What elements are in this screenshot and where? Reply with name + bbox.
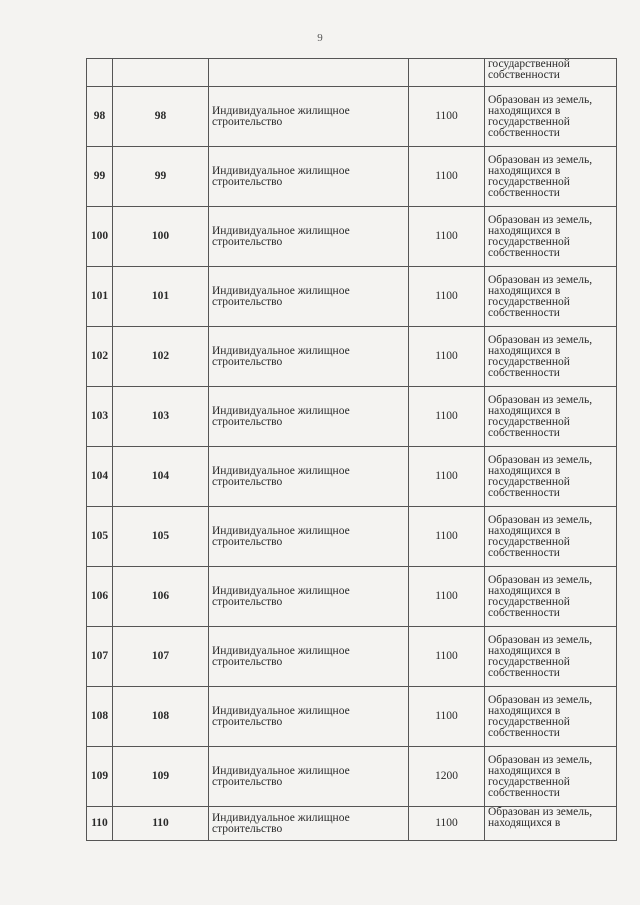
cell-num: 108 xyxy=(87,687,113,747)
cell-area: 1100 xyxy=(409,447,485,507)
cell-area: 1100 xyxy=(409,267,485,327)
cell-num: 101 xyxy=(87,267,113,327)
cell-num: 103 xyxy=(87,387,113,447)
cell-area: 1100 xyxy=(409,627,485,687)
cell-note: Образован из земель, находящихся в xyxy=(485,807,617,841)
cell-num xyxy=(87,59,113,87)
land-plots-table xyxy=(86,58,617,841)
cell-area: 1100 xyxy=(409,87,485,147)
table-row xyxy=(87,507,617,567)
table-row xyxy=(87,747,617,807)
cell-num: 104 xyxy=(87,447,113,507)
cell-area: 1100 xyxy=(409,567,485,627)
cell-note: Образован из земель, находящихся в государственной собственности xyxy=(485,627,617,687)
cell-note: Образован из земель, находящихся в государственной собственности xyxy=(485,687,617,747)
table-row xyxy=(87,87,617,147)
cell-num: 109 xyxy=(87,747,113,807)
cell-cad: 101 xyxy=(113,267,209,327)
cell-area: 1200 xyxy=(409,747,485,807)
cell-use: Индивидуальное жилищное строительство xyxy=(209,447,409,507)
table-row-continuation xyxy=(87,59,617,87)
cell-cad: 103 xyxy=(113,387,209,447)
cell-use: Индивидуальное жилищное строительство xyxy=(209,687,409,747)
cell-use: Индивидуальное жилищное строительство xyxy=(209,267,409,327)
cell-num: 102 xyxy=(87,327,113,387)
table-row xyxy=(87,207,617,267)
cell-use: Индивидуальное жилищное строительство xyxy=(209,627,409,687)
cell-num: 98 xyxy=(87,87,113,147)
cell-note: Образован из земель, находящихся в государственной собственности xyxy=(485,87,617,147)
cell-note: Образован из земель, находящихся в государственной собственности xyxy=(485,327,617,387)
cell-area: 1100 xyxy=(409,327,485,387)
cell-cad: 107 xyxy=(113,627,209,687)
cell-note: государственной собственности xyxy=(485,59,617,87)
cell-area: 1100 xyxy=(409,387,485,447)
table-row xyxy=(87,447,617,507)
cell-use: Индивидуальное жилищное строительство xyxy=(209,807,409,841)
cell-note: Образован из земель, находящихся в государственной собственности xyxy=(485,447,617,507)
cell-note: Образован из земель, находящихся в государственной собственности xyxy=(485,747,617,807)
cell-area: 1100 xyxy=(409,147,485,207)
table-row xyxy=(87,567,617,627)
cell-cad: 105 xyxy=(113,507,209,567)
cell-num: 106 xyxy=(87,567,113,627)
cell-use: Индивидуальное жилищное строительство xyxy=(209,87,409,147)
cell-use: Индивидуальное жилищное строительство xyxy=(209,327,409,387)
cell-use xyxy=(209,59,409,87)
table-row xyxy=(87,687,617,747)
cell-use: Индивидуальное жилищное строительство xyxy=(209,747,409,807)
cell-area xyxy=(409,59,485,87)
cell-cad: 106 xyxy=(113,567,209,627)
cell-cad: 102 xyxy=(113,327,209,387)
table-row xyxy=(87,267,617,327)
cell-cad: 100 xyxy=(113,207,209,267)
cell-num: 105 xyxy=(87,507,113,567)
cell-num: 107 xyxy=(87,627,113,687)
cell-use: Индивидуальное жилищное строительство xyxy=(209,147,409,207)
cell-use: Индивидуальное жилищное строительство xyxy=(209,507,409,567)
cell-num: 99 xyxy=(87,147,113,207)
page-number: 9 xyxy=(317,32,323,44)
cell-note: Образован из земель, находящихся в государственной собственности xyxy=(485,207,617,267)
cell-area: 1100 xyxy=(409,687,485,747)
table-row xyxy=(87,807,617,841)
cell-note: Образован из земель, находящихся в государственной собственности xyxy=(485,507,617,567)
cell-area: 1100 xyxy=(409,507,485,567)
cell-use: Индивидуальное жилищное строительство xyxy=(209,207,409,267)
cell-num: 100 xyxy=(87,207,113,267)
cell-cad: 98 xyxy=(113,87,209,147)
cell-note: Образован из земель, находящихся в государственной собственности xyxy=(485,567,617,627)
cell-note: Образован из земель, находящихся в государственной собственности xyxy=(485,267,617,327)
cell-num: 110 xyxy=(87,807,113,841)
cell-cad: 110 xyxy=(113,807,209,841)
cell-area: 1100 xyxy=(409,807,485,841)
cell-area: 1100 xyxy=(409,207,485,267)
cell-use: Индивидуальное жилищное строительство xyxy=(209,567,409,627)
cell-cad: 109 xyxy=(113,747,209,807)
table-row xyxy=(87,387,617,447)
cell-cad: 104 xyxy=(113,447,209,507)
cell-cad xyxy=(113,59,209,87)
cell-use: Индивидуальное жилищное строительство xyxy=(209,387,409,447)
table-row xyxy=(87,327,617,387)
cell-note: Образован из земель, находящихся в государственной собственности xyxy=(485,387,617,447)
cell-note: Образован из земель, находящихся в государственной собственности xyxy=(485,147,617,207)
cell-cad: 99 xyxy=(113,147,209,207)
table-row xyxy=(87,627,617,687)
cell-cad: 108 xyxy=(113,687,209,747)
table-row xyxy=(87,147,617,207)
